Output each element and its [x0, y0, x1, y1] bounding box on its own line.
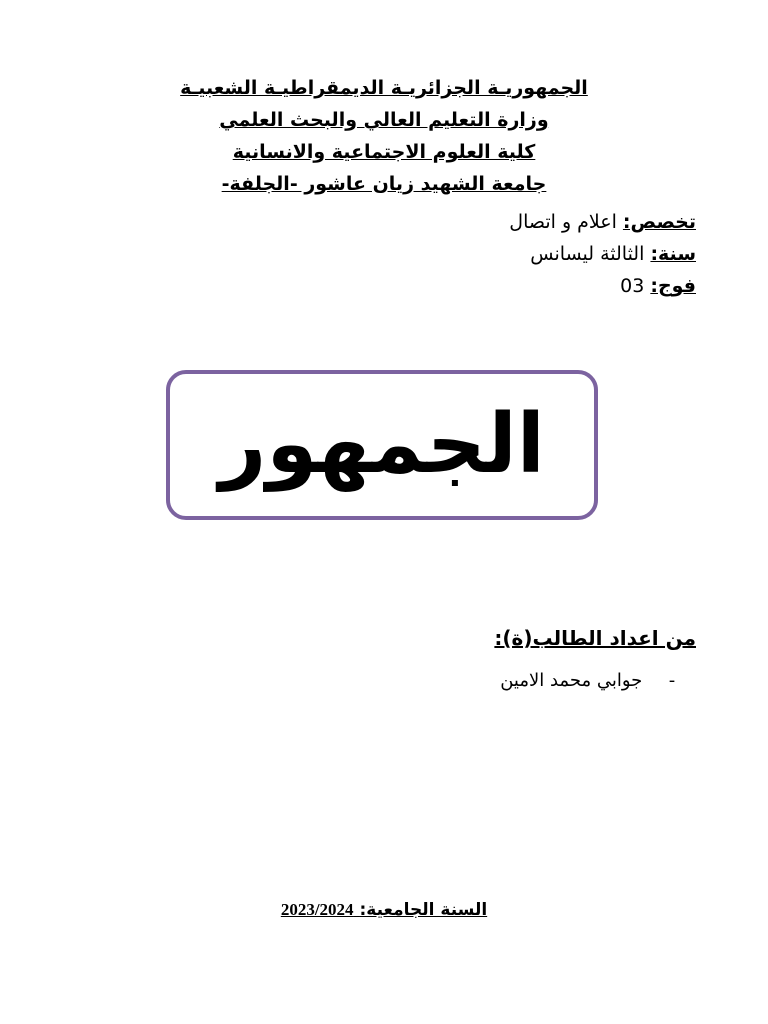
specialty-label: تخصص:: [622, 211, 696, 233]
document-title: الجمهور: [219, 397, 545, 492]
academic-year-value: 2023/2024: [280, 900, 354, 919]
faculty-line: كلية العلوم الاجتماعية والانسانية: [232, 141, 536, 163]
republic-line: الجمهوريـة الجزائريـة الديمقراطيـة الشعبيـة: [180, 77, 588, 99]
group-label: فوج:: [650, 275, 696, 297]
prepared-by-heading: من اعداد الطالب(ة):: [494, 626, 696, 650]
group-value: 03: [620, 275, 645, 297]
student-name: جوابي محمد الامين: [500, 670, 643, 691]
group-row: [509, 270, 696, 302]
ministry-line: وزارة التعليم العالي والبحث العلمي: [219, 109, 549, 131]
year-row: [509, 238, 696, 270]
academic-year-label: السنة الجامعية:: [359, 900, 488, 920]
prepared-by: [494, 622, 696, 654]
year-value: الثالثة ليسانس: [530, 243, 645, 265]
specialty-row: [509, 206, 696, 238]
student-info: [509, 206, 696, 302]
title-frame: [166, 370, 598, 520]
academic-year: [0, 896, 768, 924]
year-label: سنة:: [650, 243, 696, 265]
student-list-item: [500, 666, 696, 696]
university-line: جامعة الشهيد زيان عاشور -الجلفة-: [221, 173, 547, 195]
specialty-value: اعلام و اتصال: [509, 211, 617, 233]
institution-header: [0, 72, 768, 200]
list-bullet: -: [668, 670, 676, 691]
